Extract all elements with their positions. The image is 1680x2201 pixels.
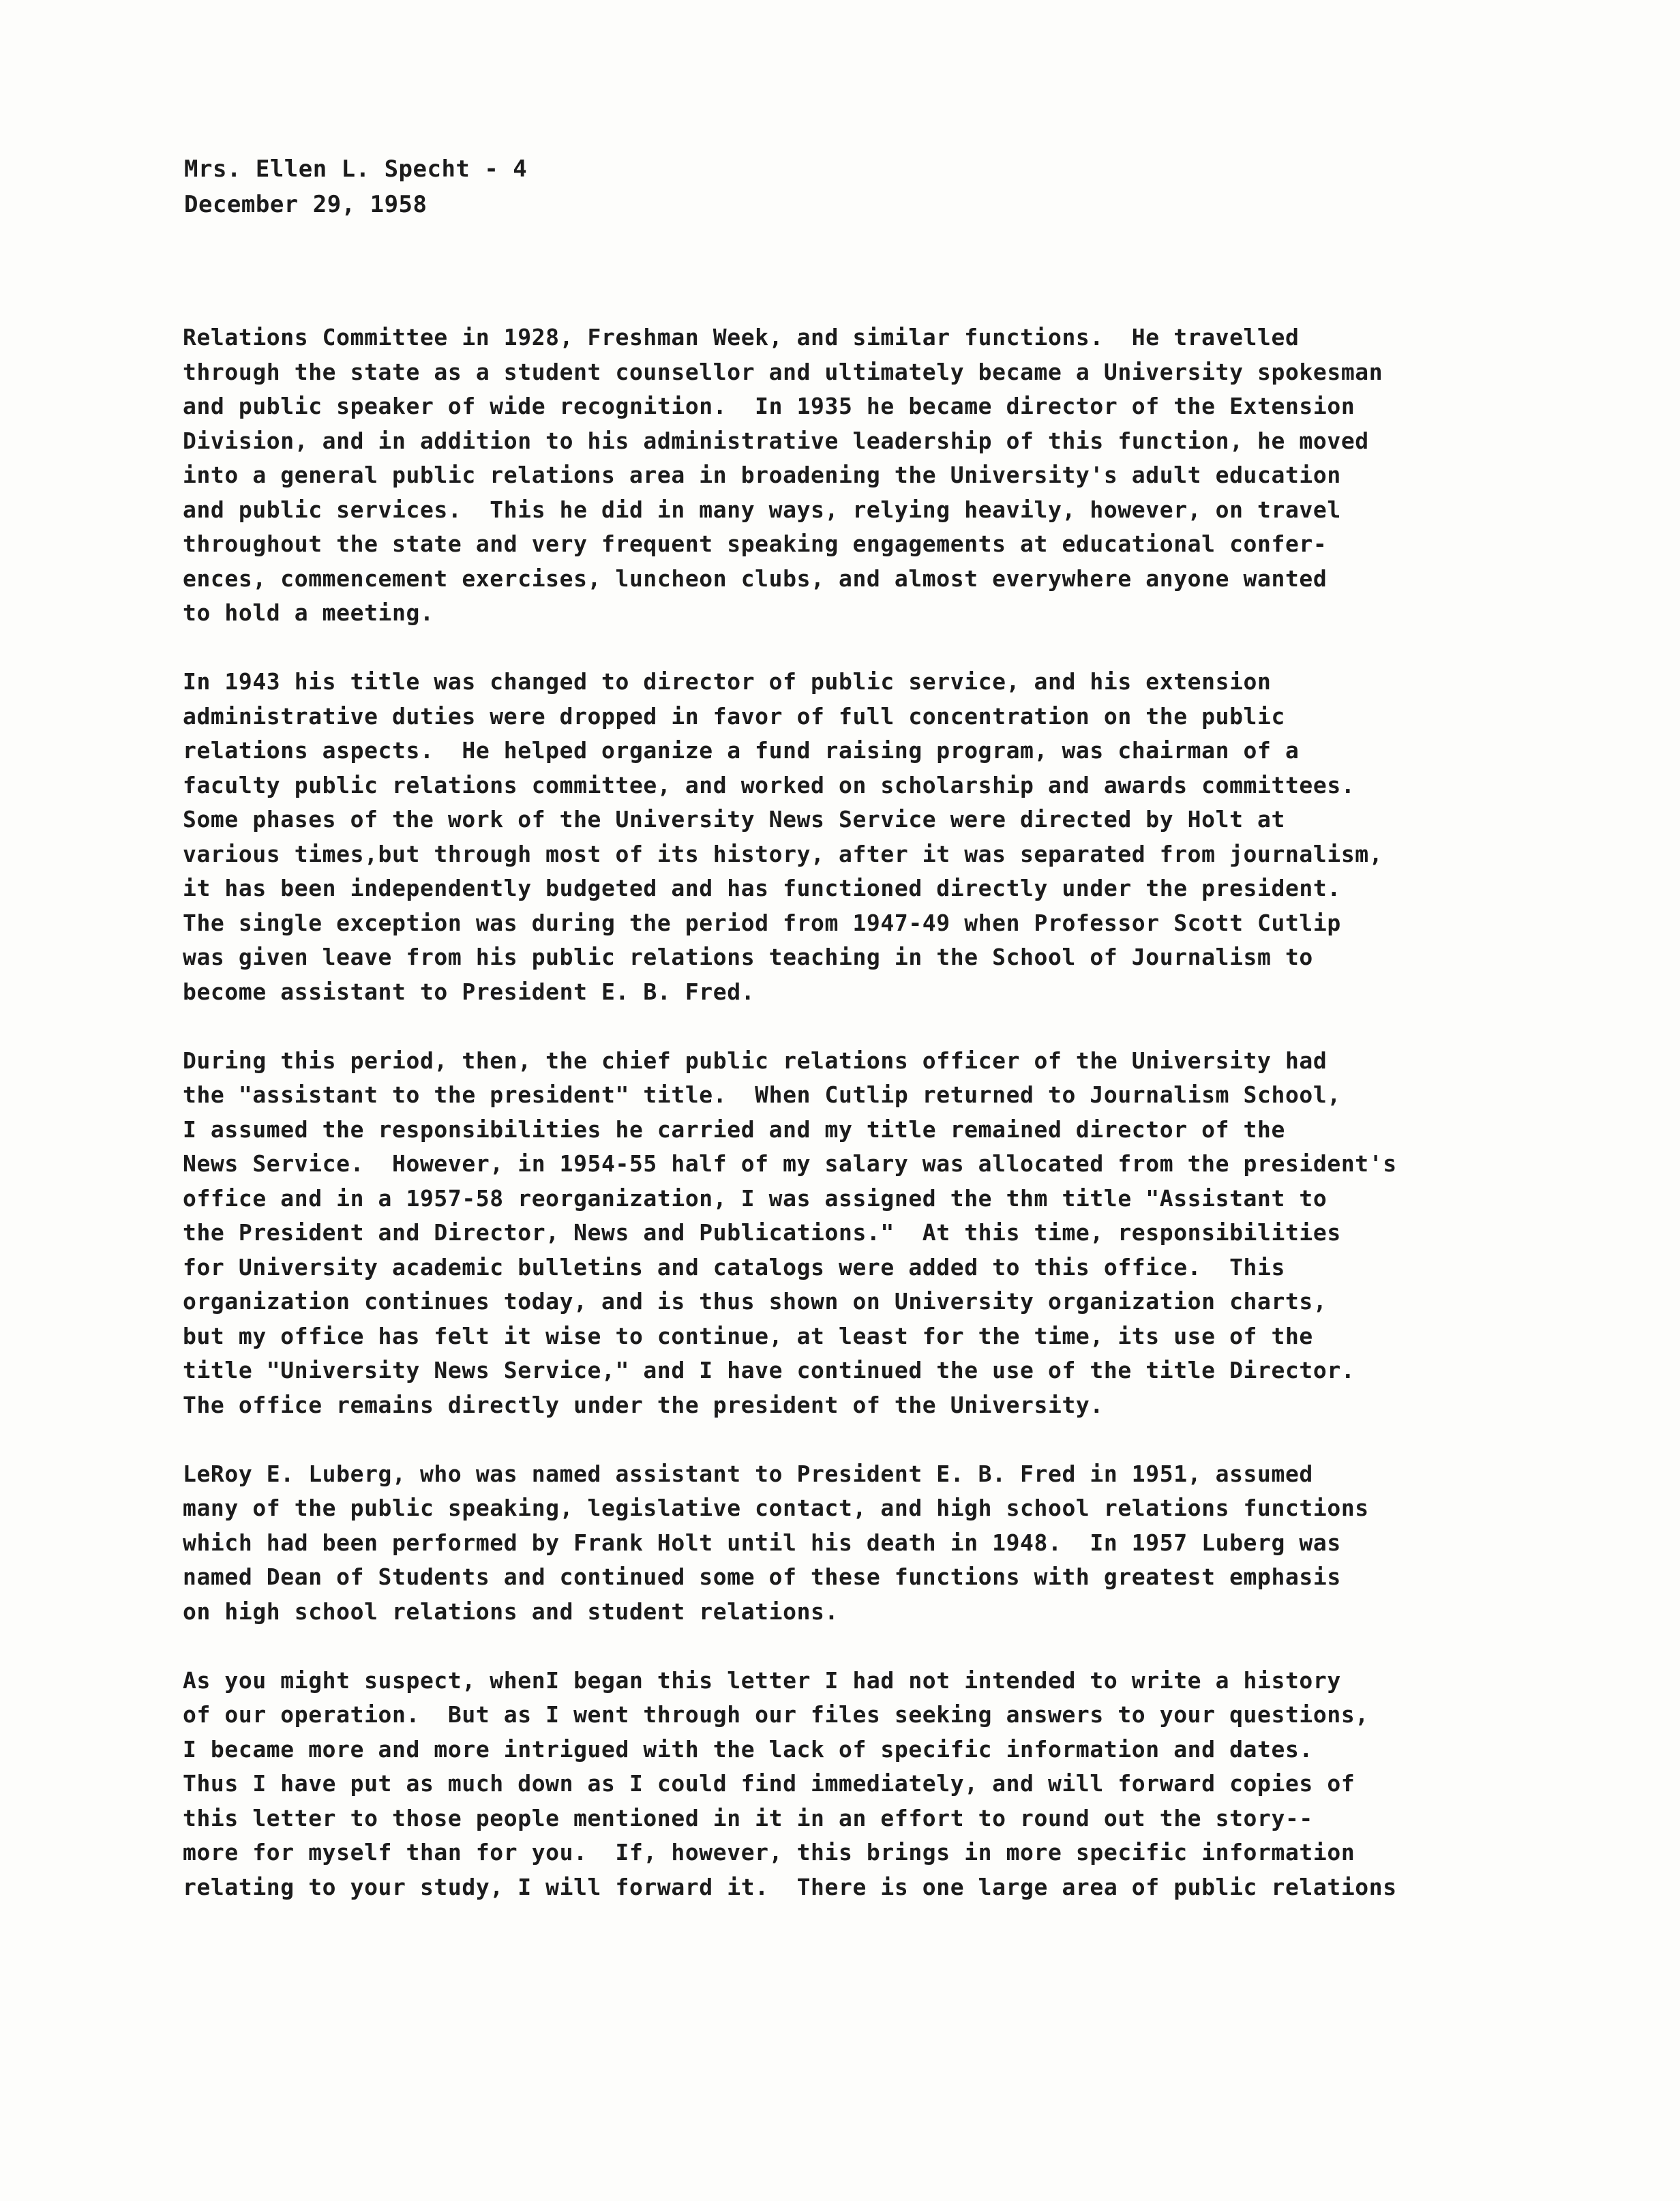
text-line: it has been independently budgeted and has functioned directly under the president.	[183, 875, 1341, 901]
text-line: The office remains directly under the president of the University.	[183, 1391, 1104, 1418]
text-line: In 1943 his title was changed to director of public service, and his extension	[183, 668, 1272, 695]
text-line: the President and Director, News and Publications." At this time, responsibilities	[183, 1219, 1341, 1246]
text-line: LeRoy E. Luberg, who was named assistant to President E. B. Fred in 1951, assumed	[183, 1460, 1313, 1487]
letter-body	[183, 320, 1628, 1904]
text-line: relations aspects. He helped organize a fund raising program, was chairman of a	[183, 737, 1300, 764]
text-line: many of the public speaking, legislative contact, and high school relations functions	[183, 1495, 1369, 1521]
text-line: News Service. However, in 1954-55 half of my salary was allocated from the president's	[183, 1150, 1397, 1177]
text-line: I became more and more intrigued with the lack of specific information and dates.	[183, 1735, 1313, 1763]
text-line: Some phases of the work of the University News Service were directed by Holt at	[183, 806, 1285, 833]
text-line: more for myself than for you. If, however, this brings in more specific information	[183, 1839, 1355, 1866]
text-line: ences, commencement exercises, luncheon clubs, and almost everywhere anyone wanted	[183, 565, 1328, 592]
text-line: but my office has felt it wise to continue, at least for the time, its use of the	[183, 1322, 1313, 1349]
text-line: this letter to those people mentioned in it in an effort to round out the story--	[183, 1804, 1313, 1831]
text-line: on high school relations and student relations.	[183, 1598, 839, 1625]
text-line: of our operation. But as I went through our files seeking answers to your questions,	[183, 1701, 1369, 1728]
paragraph	[183, 320, 1628, 631]
text-line: Relations Committee in 1928, Freshman Week, and similar functions. He travelled	[183, 324, 1300, 350]
text-line: faculty public relations committee, and worked on scholarship and awards committees.	[183, 771, 1355, 798]
recipient-page-line: Mrs. Ellen L. Specht - 4	[184, 155, 528, 183]
text-line: The single exception was during the period from 1947-49 when Professor Scott Cutlip	[183, 909, 1341, 936]
paragraph-gap	[183, 631, 1628, 665]
text-line: various times,but through most of its history, after it was separated from journalism,	[183, 840, 1383, 867]
text-line: become assistant to President E. B. Fred.	[183, 978, 755, 1005]
paragraph-gap	[183, 1629, 1628, 1664]
text-line: organization continues today, and is thus shown on University organization charts,	[183, 1288, 1328, 1315]
paragraph-gap	[183, 1422, 1628, 1457]
text-line: I assumed the responsibilities he carried and my title remained director of the	[183, 1116, 1285, 1143]
text-line: relating to your study, I will forward it. There is one large area of public relations	[183, 1873, 1397, 1900]
text-line: and public services. This he did in many ways, relying heavily, however, on travel	[183, 496, 1341, 523]
paragraph-gap	[183, 1009, 1628, 1044]
text-line: Division, and in addition to his administrative leadership of this function, he moved	[183, 427, 1369, 454]
paragraph	[183, 1457, 1628, 1630]
text-line: During this period, then, the chief public relations officer of the University had	[183, 1047, 1328, 1074]
text-line: to hold a meeting.	[183, 599, 434, 626]
text-line: through the state as a student counsellor and ultimately became a University spokesman	[183, 358, 1383, 385]
text-line: for University academic bulletins and catalogs were added to this office. This	[183, 1253, 1285, 1281]
text-line: which had been performed by Frank Holt until his death in 1948. In 1957 Luberg was	[183, 1529, 1341, 1556]
paragraph	[183, 665, 1628, 1009]
text-line: As you might suspect, whenI began this letter I had not intended to write a history	[183, 1666, 1341, 1694]
text-line: office and in a 1957-58 reorganization, I was assigned the thm title "Assistant to	[183, 1184, 1328, 1212]
text-line: Thus I have put as much down as I could find immediately, and will forward copies of	[183, 1770, 1355, 1797]
text-line: throughout the state and very frequent speaking engagements at educational confer-	[183, 530, 1328, 557]
text-line: and public speaker of wide recognition. In 1935 he became director of the Extension	[183, 393, 1355, 419]
text-line: was given leave from his public relations teaching in the School of Journalism to	[183, 944, 1313, 970]
text-line: named Dean of Students and continued some of these functions with greatest emphasis	[183, 1563, 1341, 1590]
text-line: into a general public relations area in broadening the University's adult education	[183, 462, 1341, 488]
text-line: the "assistant to the president" title. When Cutlip returned to Journalism School,	[183, 1081, 1341, 1108]
text-line: administrative duties were dropped in favor of full concentration on the public	[183, 702, 1285, 730]
text-line: title "University News Service," and I have continued the use of the title Director.	[183, 1357, 1355, 1383]
paragraph	[183, 1664, 1628, 1905]
letter-date: December 29, 1958	[184, 191, 427, 218]
page-header	[184, 151, 527, 222]
paragraph	[183, 1044, 1628, 1423]
